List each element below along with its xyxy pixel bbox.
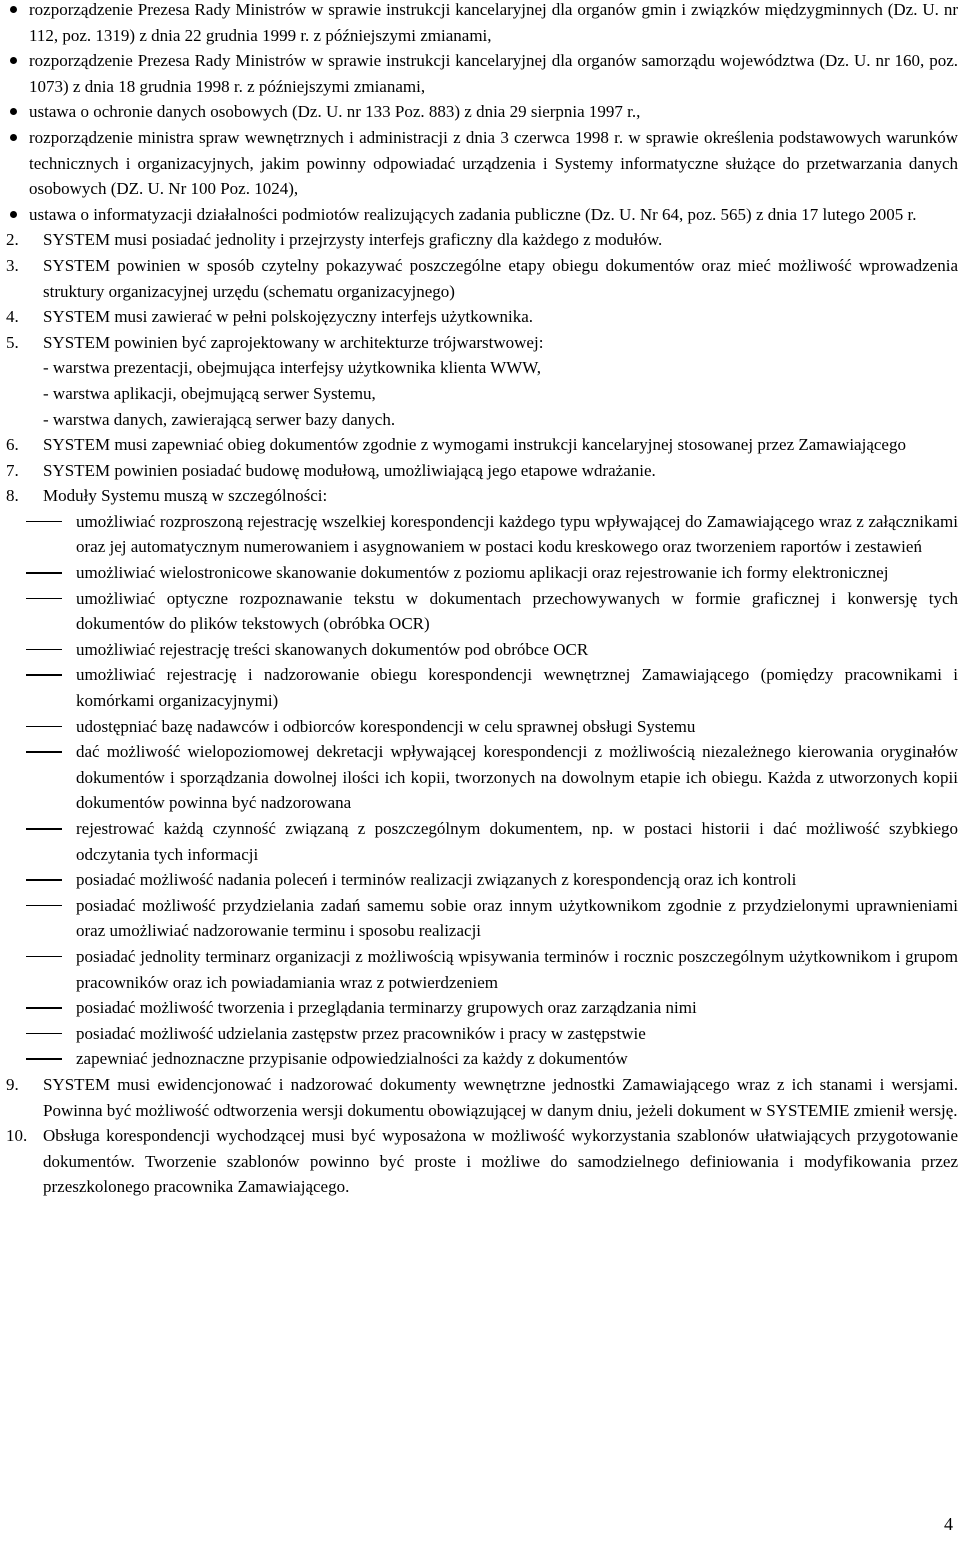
dash-text: umożliwiać rejestrację treści skanowanych dokumentów pod obróbce OCR — [76, 639, 589, 659]
dash-icon — [26, 828, 62, 830]
dash-item — [6, 560, 958, 586]
architecture-layer — [6, 355, 958, 381]
dash-icon — [26, 674, 62, 676]
dash-icon — [26, 726, 62, 728]
dash-icon — [26, 649, 62, 651]
page-number: 4 — [944, 1514, 953, 1534]
dash-item — [6, 816, 958, 867]
bullet-icon — [10, 57, 17, 64]
dash-text: dać możliwość wielopoziomowej dekretacji wpływającej korespondencji z możliwością niezależnego kierowania oryginałów dokumentów i sporządzania dowolnej ilości ich kopii, tworzonych na dowolnym etapie ich obiegu. Każda z utworzonych kopii dokumentów powinna być nadzorowana — [76, 742, 958, 813]
dash-item — [6, 739, 958, 816]
item-text: Moduły Systemu muszą w szczególności: — [43, 486, 328, 506]
bullet-icon — [10, 134, 17, 141]
item-number: 4. — [6, 307, 19, 327]
dash-item — [6, 1046, 958, 1072]
dash-text: umożliwiać rejestrację i nadzorowanie obiegu korespondencji wewnętrznej Zamawiającego (pomiędzy pracownikami i komórkami organizacyjnymi) — [76, 665, 958, 711]
bullet-icon — [10, 108, 17, 115]
item-text: SYSTEM powinien być zaprojektowany w architekturze trójwarstwowej: — [43, 332, 544, 352]
bullet-text: rozporządzenie ministra spraw wewnętrznych i administracji z dnia 3 czerwca 1998 r. w sprawie określenia podstawowych warunków technicznych i organizacyjnych, jakim powinny odpowiadać urządzenia i Systemy informatyczne służące do przetwarzania danych osobowych (DZ. U. Nr 100 Poz. 1024), — [29, 127, 958, 199]
bullet-icon — [10, 6, 17, 13]
item-text: SYSTEM musi zawierać w pełni polskojęzyczny interfejs użytkownika. — [43, 307, 534, 327]
dash-icon — [26, 1033, 62, 1035]
item-text: SYSTEM musi ewidencjonować i nadzorować dokumenty wewnętrzne jednostki Zamawiającego wraz z ich stanami i wersjami. Powinna być możliwość odtworzenia wersji dokumentu obowiązującej w danym dniu, jeżeli dokument w SYSTEMIE zmienił wersję. — [43, 1074, 958, 1120]
dash-icon — [26, 521, 62, 523]
dash-item — [6, 867, 958, 893]
item-text: SYSTEM powinien w sposób czytelny pokazywać poszczególne etapy obiegu dokumentów oraz mieć możliwość wprowadzenia struktury organizacyjnej urzędu (schematu organizacyjnego) — [43, 255, 958, 301]
dash-icon — [26, 956, 62, 958]
dash-icon — [26, 751, 62, 753]
item-number: 10. — [6, 1126, 28, 1146]
bullet-item — [6, 125, 958, 202]
dash-text: posiadać możliwość tworzenia i przeglądania terminarzy grupowych oraz zarządzania nimi — [76, 998, 697, 1018]
layer-text: - warstwa danych, zawierającą serwer bazy danych. — [43, 409, 396, 429]
architecture-layer — [6, 407, 958, 433]
item-number: 5. — [6, 332, 19, 352]
item-text: SYSTEM powinien posiadać budowę modułową, umożliwiającą jego etapowe wdrażanie. — [43, 460, 656, 480]
dash-text: umożliwiać wielostronicowe skanowanie dokumentów z poziomu aplikacji oraz rejestrowanie ich formy elektronicznej — [76, 563, 889, 583]
item-text: SYSTEM musi posiadać jednolity i przejrzysty interfejs graficzny dla każdego z modułów. — [43, 230, 663, 250]
item-number: 2. — [6, 230, 19, 250]
dash-item — [6, 586, 958, 637]
numbered-item-9 — [6, 1072, 958, 1123]
layer-text: - warstwa aplikacji, obejmującą serwer Systemu, — [43, 383, 376, 403]
document-content — [6, 0, 958, 1200]
numbered-item-10 — [6, 1123, 958, 1200]
bullet-item — [6, 48, 958, 99]
dash-text: rejestrować każdą czynność związaną z poszczególnym dokumentem, np. w postaci historii i dać możliwość szybkiego odczytania tych informacji — [76, 819, 958, 864]
bullet-text: ustawa o informatyzacji działalności podmiotów realizujących zadania publiczne (Dz. U. Nr 64, poz. 565) z dnia 17 lutego 2005 r. — [29, 204, 917, 224]
bullet-item — [6, 202, 958, 228]
dash-text: posiadać jednolity terminarz organizacji z możliwością wpisywania terminów i rocznic poszczególnym użytkownikom i grupom pracowników oraz ich powiadamiania wraz z potwierdzeniem — [76, 946, 958, 992]
numbered-item-3 — [6, 253, 958, 304]
item-number: 6. — [6, 435, 19, 455]
dash-icon — [26, 879, 62, 881]
bullet-text: rozporządzenie Prezesa Rady Ministrów w sprawie instrukcji kancelaryjnej dla organów gmin i związków międzygminnych (Dz. U. nr 112, poz. 1319) z dnia 22 grudnia 1999 r. z późniejszymi zmianami, — [29, 0, 958, 45]
item-number: 3. — [6, 255, 19, 275]
item-number: 9. — [6, 1074, 19, 1094]
dash-text: posiadać możliwość przydzielania zadań samemu sobie oraz innym użytkownikom zgodnie z przydzielonymi uprawnieniami oraz umożliwiać nadzorowanie terminu i sposobu realizacji — [76, 895, 958, 941]
dash-item — [6, 995, 958, 1021]
bullet-icon — [10, 211, 17, 218]
dash-icon — [26, 598, 62, 600]
bullet-item — [6, 0, 958, 48]
numbered-item-6 — [6, 432, 958, 458]
bullet-text: ustawa o ochronie danych osobowych (Dz. U. nr 133 Poz. 883) z dnia 29 sierpnia 1997 r., — [29, 102, 641, 122]
dash-text: posiadać możliwość udzielania zastępstw przez pracowników i pracy w zastępstwie — [76, 1023, 646, 1043]
numbered-item-8 — [6, 483, 958, 509]
dash-icon — [26, 572, 62, 574]
dash-text: zapewniać jednoznaczne przypisanie odpowiedzialności za każdy z dokumentów — [76, 1049, 628, 1069]
dash-text: umożliwiać rozproszoną rejestrację wszelkiej korespondencji każdego typu wpływającej do Zamawiającego wraz z załącznikami oraz jej automatycznym numerowaniem i asygnowaniem w postaci kodu kreskowego oraz tworzeniem raportów i zestawień — [76, 511, 958, 557]
dash-icon — [26, 1058, 62, 1060]
dash-icon — [26, 905, 62, 907]
dash-text: umożliwiać optyczne rozpoznawanie tekstu w dokumentach przechowywanych w formie graficznej i konwersję tych dokumentów do plików tekstowych (obróbka OCR) — [76, 588, 958, 634]
dash-icon — [26, 1007, 62, 1009]
dash-text: udostępniać bazę nadawców i odbiorców korespondencji w celu sprawnej obsługi Systemu — [76, 716, 696, 736]
numbered-item-5 — [6, 330, 958, 356]
dash-item — [6, 893, 958, 944]
dash-item — [6, 662, 958, 713]
dash-text: posiadać możliwość nadania poleceń i terminów realizacji związanych z korespondencją oraz ich kontroli — [76, 870, 797, 890]
dash-item — [6, 509, 958, 560]
item-text: SYSTEM musi zapewniać obieg dokumentów zgodnie z wymogami instrukcji kancelaryjnej stosowanej przez Zamawiającego — [43, 435, 906, 455]
architecture-layer — [6, 381, 958, 407]
item-number: 7. — [6, 460, 19, 480]
dash-item — [6, 944, 958, 995]
dash-item — [6, 637, 958, 663]
dash-item — [6, 1021, 958, 1047]
numbered-item-4 — [6, 304, 958, 330]
numbered-item-7 — [6, 458, 958, 484]
bullet-text: rozporządzenie Prezesa Rady Ministrów w sprawie instrukcji kancelaryjnej dla organów samorządu województwa (Dz. U. nr 160, poz. 1073) z dnia 18 grudnia 1998 r. z późniejszymi zmianami, — [29, 51, 958, 96]
numbered-item-2 — [6, 227, 958, 253]
dash-item — [6, 714, 958, 740]
layer-text: - warstwa prezentacji, obejmująca interfejsy użytkownika klienta WWW, — [43, 358, 542, 378]
item-number: 8. — [6, 486, 19, 506]
bullet-item — [6, 99, 958, 125]
item-text: Obsługa korespondencji wychodzącej musi być wyposażona w możliwość wykorzystania szablonów ułatwiających przygotowanie dokumentów. Tworzenie szablonów powinno być proste i możliwe do samodzielnego definiowania i modyfikowania przez przeszkolonego pracownika Zamawiającego. — [43, 1126, 958, 1197]
